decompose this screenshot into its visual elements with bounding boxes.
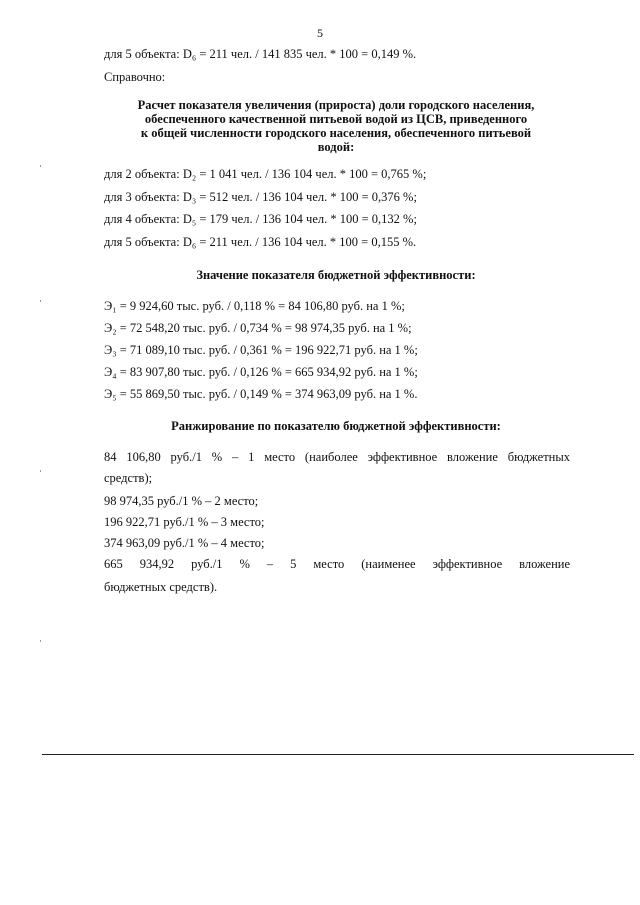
d-item-5: для 5 объекта: D₆ = 211 чел. / 136 104 чел. * 100 = 0,155 %. (104, 235, 417, 249)
ranking-item-5: 665 934,92 руб./1 % – 5 место (наименее эффективное вложение (104, 557, 570, 571)
ranking-item-3: 196 922,71 руб./1 % – 3 место; (104, 515, 265, 529)
e-item-1: Э₁ = 9 924,60 тыс. руб. / 0,118 % = 84 106,80 руб. на 1 %; (104, 299, 405, 313)
e-item-5: Э₅ = 55 869,50 тыс. руб. / 0,149 % = 374 963,09 руб. на 1 %. (104, 387, 418, 401)
e-item-4: Э₄ = 83 907,80 тыс. руб. / 0,126 % = 665 934,92 руб. на 1 %; (104, 365, 418, 379)
heading-budget-efficiency: Значение показателя бюджетной эффективности: (196, 268, 476, 282)
scan-mark (40, 165, 41, 167)
d-item-3: для 3 объекта: D₃ = 512 чел. / 136 104 чел. * 100 = 0,376 %; (104, 190, 417, 204)
e-item-2: Э₂ = 72 548,20 тыс. руб. / 0,734 % = 98 974,35 руб. на 1 %; (104, 321, 412, 335)
reference-label: Справочно: (104, 70, 166, 84)
scan-mark (40, 470, 41, 472)
ranking-item-4: 374 963,09 руб./1 % – 4 место; (104, 536, 265, 550)
heading-line-4: водой: (317, 140, 355, 154)
ranking-item-5-cont: бюджетных средств). (104, 580, 218, 594)
d-item-4: для 4 объекта: D₅ = 179 чел. / 136 104 чел. * 100 = 0,132 %; (104, 212, 417, 226)
heading-ranking: Ранжирование по показателю бюджетной эффективности: (171, 419, 501, 433)
d6-formula-line: для 5 объекта: D₆ = 211 чел. / 141 835 чел. * 100 = 0,149 %. (104, 47, 417, 61)
heading-line-2: обеспеченного качественной питьевой водой из ЦСВ, приведенного (144, 112, 528, 126)
ranking-item-1-cont: средств); (104, 471, 153, 485)
d-item-2: для 2 объекта: D₂ = 1 041 чел. / 136 104 чел. * 100 = 0,765 %; (104, 167, 427, 181)
ranking-item-2: 98 974,35 руб./1 % – 2 место; (104, 494, 259, 508)
ranking-item-1: 84 106,80 руб./1 % – 1 место (наиболее эффективное вложение бюджетных (104, 450, 570, 464)
page-number: 5 (317, 26, 323, 40)
scan-mark (40, 640, 41, 642)
heading-population-share (98, 98, 574, 154)
e-item-3: Э₃ = 71 089,10 тыс. руб. / 0,361 % = 196 922,71 руб. на 1 %; (104, 343, 418, 357)
heading-line-3: к общей численности городского населения, обеспеченного питьевой (140, 126, 532, 140)
heading-line-1: Расчет показателя увеличения (прироста) доли городского населения, (137, 98, 535, 112)
footer-rule (42, 754, 634, 755)
scan-mark (40, 300, 41, 302)
